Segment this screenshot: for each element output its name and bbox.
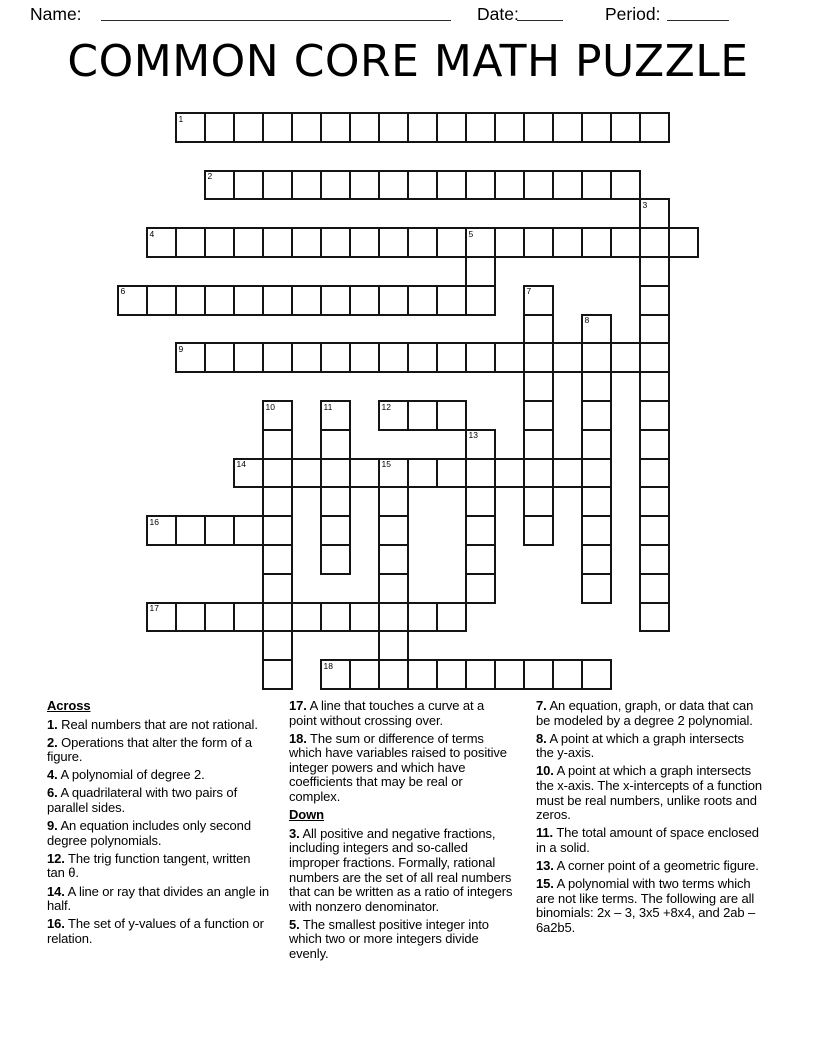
grid-cell[interactable] bbox=[378, 227, 409, 258]
grid-cell[interactable] bbox=[639, 285, 670, 316]
grid-cell[interactable] bbox=[581, 544, 612, 575]
grid-cell[interactable] bbox=[436, 170, 467, 201]
grid-cell[interactable] bbox=[407, 285, 438, 316]
cell-number: 11 bbox=[323, 401, 333, 412]
grid-cell[interactable] bbox=[204, 342, 235, 373]
clue: 5. The smallest positive integer into which two or more integers divide evenly. bbox=[289, 916, 489, 961]
grid-cell[interactable] bbox=[465, 515, 496, 546]
grid-cell[interactable] bbox=[378, 602, 409, 633]
grid-cell[interactable] bbox=[523, 227, 554, 258]
grid-cell[interactable] bbox=[262, 602, 293, 633]
grid-cell[interactable] bbox=[378, 285, 409, 316]
grid-cell[interactable] bbox=[378, 400, 409, 431]
grid-cell[interactable] bbox=[639, 515, 670, 546]
grid-cell[interactable] bbox=[494, 659, 525, 690]
clue-column-3 bbox=[536, 699, 763, 939]
cell-number: 6 bbox=[120, 286, 126, 297]
grid-cell[interactable] bbox=[320, 602, 351, 633]
grid-cell[interactable] bbox=[639, 602, 670, 633]
grid-cell[interactable] bbox=[262, 342, 293, 373]
grid-cell[interactable] bbox=[465, 659, 496, 690]
grid-cell[interactable] bbox=[320, 285, 351, 316]
grid-cell[interactable] bbox=[523, 112, 554, 143]
grid-cell[interactable] bbox=[436, 227, 467, 258]
clue-number: 7. bbox=[536, 698, 547, 713]
grid-cell[interactable] bbox=[552, 170, 583, 201]
clue: 2. Operations that alter the form of a figure. bbox=[47, 734, 253, 765]
grid-cell[interactable] bbox=[581, 429, 612, 460]
grid-cell[interactable] bbox=[465, 342, 496, 373]
clue: 16. The set of y-values of a function or relation. bbox=[47, 916, 264, 946]
grid-cell[interactable] bbox=[204, 227, 235, 258]
grid-cell[interactable] bbox=[146, 227, 177, 258]
cell-number: 14 bbox=[236, 459, 246, 470]
grid-cell[interactable] bbox=[233, 112, 264, 143]
grid-cell[interactable] bbox=[523, 429, 554, 460]
grid-cell[interactable] bbox=[581, 314, 612, 345]
grid-cell[interactable] bbox=[233, 342, 264, 373]
grid-cell[interactable] bbox=[233, 227, 264, 258]
grid-cell[interactable] bbox=[175, 342, 206, 373]
clue: 8. A point at which a graph intersects the y-axis. bbox=[536, 730, 744, 761]
grid-cell[interactable] bbox=[523, 400, 554, 431]
clue-number: 17. bbox=[289, 698, 307, 713]
grid-cell[interactable] bbox=[320, 429, 351, 460]
grid-cell[interactable] bbox=[581, 659, 612, 690]
grid-cell[interactable] bbox=[262, 429, 293, 460]
grid-cell[interactable] bbox=[407, 400, 438, 431]
grid-cell[interactable] bbox=[581, 400, 612, 431]
clue: 6. A quadrilateral with two pairs of parallel sides. bbox=[47, 785, 238, 816]
grid-cell[interactable] bbox=[349, 659, 380, 690]
grid-cell[interactable] bbox=[436, 285, 467, 316]
grid-cell[interactable] bbox=[523, 285, 554, 316]
grid-cell[interactable] bbox=[146, 515, 177, 546]
grid-cell[interactable] bbox=[378, 342, 409, 373]
grid-cell[interactable] bbox=[465, 544, 496, 575]
clue-number: 3. bbox=[289, 825, 300, 841]
grid-cell[interactable] bbox=[639, 112, 670, 143]
grid-cell[interactable] bbox=[349, 170, 380, 201]
clue: 17. A line that touches a curve at a point without crossing over. bbox=[289, 698, 485, 728]
grid-cell[interactable] bbox=[494, 112, 525, 143]
grid-cell[interactable] bbox=[639, 198, 670, 229]
page-title: COMMON CORE MATH PUZZLE bbox=[67, 36, 749, 87]
grid-cell[interactable] bbox=[378, 630, 409, 661]
clue-number: 2. bbox=[47, 734, 58, 750]
cell-number: 9 bbox=[178, 343, 184, 354]
cell-number: 17 bbox=[149, 603, 159, 614]
grid-cell[interactable] bbox=[146, 602, 177, 633]
clue: 1. Real numbers that are not rational. bbox=[47, 716, 258, 732]
grid-cell[interactable] bbox=[320, 458, 351, 489]
grid-cell[interactable] bbox=[204, 170, 235, 201]
grid-cell[interactable] bbox=[639, 227, 670, 258]
grid-cell[interactable] bbox=[233, 602, 264, 633]
grid-cell[interactable] bbox=[465, 429, 496, 460]
grid-cell[interactable] bbox=[552, 659, 583, 690]
cell-number: 13 bbox=[468, 430, 478, 441]
grid-cell[interactable] bbox=[291, 170, 322, 201]
grid-cell[interactable] bbox=[262, 285, 293, 316]
clue-column-1 bbox=[47, 699, 271, 950]
grid-cell[interactable] bbox=[204, 285, 235, 316]
grid-cell[interactable] bbox=[552, 458, 583, 489]
grid-cell[interactable] bbox=[378, 659, 409, 690]
grid-cell[interactable] bbox=[233, 515, 264, 546]
grid-cell[interactable] bbox=[581, 573, 612, 604]
cell-number: 12 bbox=[381, 401, 391, 412]
clue-number: 18. bbox=[289, 730, 307, 746]
cell-number: 18 bbox=[323, 660, 333, 671]
grid-cell[interactable] bbox=[523, 314, 554, 345]
grid-cell[interactable] bbox=[291, 112, 322, 143]
grid-cell[interactable] bbox=[552, 112, 583, 143]
grid-cell[interactable] bbox=[378, 486, 409, 517]
cell-number: 16 bbox=[149, 516, 159, 527]
clue-number: 15. bbox=[536, 876, 554, 892]
grid-cell[interactable] bbox=[639, 342, 670, 373]
grid-cell[interactable] bbox=[378, 112, 409, 143]
grid-cell[interactable] bbox=[639, 314, 670, 345]
grid-cell[interactable] bbox=[204, 515, 235, 546]
grid-cell[interactable] bbox=[436, 112, 467, 143]
grid-cell[interactable] bbox=[465, 458, 496, 489]
clue: 18. The sum or difference of terms which have variables raised to positive integer powers and which have coefficients that may be real or complex. bbox=[289, 730, 507, 805]
clues-section-header: Down bbox=[289, 807, 324, 823]
grid-cell[interactable] bbox=[639, 544, 670, 575]
cell-number: 8 bbox=[584, 315, 590, 326]
name-label: Name: bbox=[30, 4, 82, 24]
grid-cell[interactable] bbox=[523, 486, 554, 517]
grid-cell[interactable] bbox=[291, 602, 322, 633]
cell-number: 3 bbox=[642, 199, 648, 210]
grid-cell[interactable] bbox=[465, 170, 496, 201]
clue-number: 12. bbox=[47, 850, 65, 866]
grid-cell[interactable] bbox=[175, 602, 206, 633]
grid-cell[interactable] bbox=[320, 486, 351, 517]
grid-cell[interactable] bbox=[204, 602, 235, 633]
clue-number: 13. bbox=[536, 857, 554, 873]
grid-cell[interactable] bbox=[523, 371, 554, 402]
clue: 7. An equation, graph, or data that can be modeled by a degree 2 polynomial. bbox=[536, 698, 754, 728]
clue-number: 14. bbox=[47, 883, 65, 899]
clue: 15. A polynomial with two terms which are not like terms. The following are all binomials: 2x – 3, 3x5 +8x4, and 2ab – 6a2b5. bbox=[536, 876, 756, 935]
grid-cell[interactable] bbox=[291, 285, 322, 316]
grid-cell[interactable] bbox=[610, 170, 641, 201]
grid-cell[interactable] bbox=[349, 602, 380, 633]
grid-cell[interactable] bbox=[668, 227, 699, 258]
clue: 13. A corner point of a geometric figure. bbox=[536, 857, 759, 873]
clue: 9. An equation includes only second degree polynomials. bbox=[47, 818, 251, 848]
grid-cell[interactable] bbox=[581, 458, 612, 489]
cell-number: 10 bbox=[265, 401, 275, 412]
grid-cell[interactable] bbox=[262, 227, 293, 258]
grid-cell[interactable] bbox=[262, 515, 293, 546]
grid-cell[interactable] bbox=[581, 170, 612, 201]
grid-cell[interactable] bbox=[436, 659, 467, 690]
cell-number: 7 bbox=[526, 286, 532, 297]
grid-cell[interactable] bbox=[494, 227, 525, 258]
grid-cell[interactable] bbox=[639, 256, 670, 287]
grid-cell[interactable] bbox=[320, 400, 351, 431]
grid-cell[interactable] bbox=[349, 458, 380, 489]
clue-column-2 bbox=[289, 699, 515, 965]
grid-cell[interactable] bbox=[291, 458, 322, 489]
clue: 10. A point at which a graph intersects the x-axis. The x-intercepts of a function must be real numbers, unlike roots and zeros. bbox=[536, 763, 763, 823]
grid-cell[interactable] bbox=[378, 515, 409, 546]
grid-cell[interactable] bbox=[262, 458, 293, 489]
grid-cell[interactable] bbox=[233, 458, 264, 489]
grid-cell[interactable] bbox=[407, 342, 438, 373]
grid-cell[interactable] bbox=[610, 112, 641, 143]
grid-cell[interactable] bbox=[378, 544, 409, 575]
grid-cell[interactable] bbox=[407, 602, 438, 633]
clue: 14. A line or ray that divides an angle in half. bbox=[47, 883, 270, 914]
clue: 12. The trig function tangent, written tan θ. bbox=[47, 850, 251, 881]
grid-cell[interactable] bbox=[146, 285, 177, 316]
grid-cell[interactable] bbox=[204, 112, 235, 143]
grid-cell[interactable] bbox=[465, 573, 496, 604]
grid-cell[interactable] bbox=[262, 400, 293, 431]
grid-cell[interactable] bbox=[175, 112, 206, 143]
grid-cell[interactable] bbox=[320, 659, 351, 690]
grid-cell[interactable] bbox=[523, 170, 554, 201]
grid-cell[interactable] bbox=[291, 227, 322, 258]
grid-cell[interactable] bbox=[523, 458, 554, 489]
clue-number: 6. bbox=[47, 785, 58, 801]
grid-cell[interactable] bbox=[378, 458, 409, 489]
cell-number: 1 bbox=[178, 113, 184, 124]
grid-cell[interactable] bbox=[465, 112, 496, 143]
grid-cell[interactable] bbox=[233, 170, 264, 201]
grid-cell[interactable] bbox=[523, 659, 554, 690]
grid-cell[interactable] bbox=[465, 227, 496, 258]
grid-cell[interactable] bbox=[407, 170, 438, 201]
grid-cell[interactable] bbox=[320, 170, 351, 201]
grid-cell[interactable] bbox=[639, 458, 670, 489]
grid-cell[interactable] bbox=[639, 486, 670, 517]
grid-cell[interactable] bbox=[494, 342, 525, 373]
grid-cell[interactable] bbox=[552, 227, 583, 258]
grid-cell[interactable] bbox=[407, 659, 438, 690]
grid-cell[interactable] bbox=[523, 515, 554, 546]
grid-cell[interactable] bbox=[436, 342, 467, 373]
clue-number: 8. bbox=[536, 730, 547, 746]
grid-cell[interactable] bbox=[175, 285, 206, 316]
grid-cell[interactable] bbox=[117, 285, 148, 316]
clue-number: 9. bbox=[47, 818, 58, 834]
clues-section-header: Across bbox=[47, 698, 91, 713]
clue-number: 1. bbox=[47, 716, 58, 732]
grid-cell[interactable] bbox=[233, 285, 264, 316]
grid-cell[interactable] bbox=[523, 342, 554, 373]
grid-cell[interactable] bbox=[175, 515, 206, 546]
clue-number: 4. bbox=[47, 767, 58, 783]
grid-cell[interactable] bbox=[407, 458, 438, 489]
cell-number: 15 bbox=[381, 459, 391, 470]
grid-cell[interactable] bbox=[349, 342, 380, 373]
grid-cell[interactable] bbox=[581, 342, 612, 373]
period-label: Period: bbox=[605, 4, 661, 24]
grid-cell[interactable] bbox=[378, 170, 409, 201]
grid-cell[interactable] bbox=[378, 573, 409, 604]
grid-cell[interactable] bbox=[552, 342, 583, 373]
grid-cell[interactable] bbox=[494, 458, 525, 489]
grid-cell[interactable] bbox=[436, 602, 467, 633]
grid-cell[interactable] bbox=[320, 112, 351, 143]
grid-cell[interactable] bbox=[610, 227, 641, 258]
clue: 11. The total amount of space enclosed in a solid. bbox=[536, 825, 759, 855]
grid-cell[interactable] bbox=[465, 256, 496, 287]
grid-cell[interactable] bbox=[320, 342, 351, 373]
grid-cell[interactable] bbox=[407, 112, 438, 143]
grid-cell[interactable] bbox=[639, 429, 670, 460]
grid-cell[interactable] bbox=[262, 630, 293, 661]
grid-cell[interactable] bbox=[262, 486, 293, 517]
grid-cell[interactable] bbox=[494, 170, 525, 201]
grid-cell[interactable] bbox=[262, 544, 293, 575]
date-label: Date: bbox=[477, 4, 519, 24]
grid-cell[interactable] bbox=[349, 285, 380, 316]
cell-number: 5 bbox=[468, 228, 474, 239]
clue-number: 5. bbox=[289, 916, 300, 932]
grid-cell[interactable] bbox=[436, 400, 467, 431]
grid-cell[interactable] bbox=[320, 544, 351, 575]
grid-cell[interactable] bbox=[610, 342, 641, 373]
grid-cell[interactable] bbox=[465, 285, 496, 316]
grid-cell[interactable] bbox=[291, 342, 322, 373]
grid-cell[interactable] bbox=[581, 371, 612, 402]
grid-cell[interactable] bbox=[581, 486, 612, 517]
cell-number: 4 bbox=[149, 228, 155, 239]
grid-cell[interactable] bbox=[639, 371, 670, 402]
grid-cell[interactable] bbox=[262, 659, 293, 690]
grid-cell[interactable] bbox=[349, 112, 380, 143]
clue-number: 10. bbox=[536, 763, 554, 779]
grid-cell[interactable] bbox=[175, 227, 206, 258]
grid-cell[interactable] bbox=[639, 573, 670, 604]
grid-cell[interactable] bbox=[407, 227, 438, 258]
grid-cell[interactable] bbox=[581, 112, 612, 143]
clue-number: 11. bbox=[536, 825, 554, 841]
clue-number: 16. bbox=[47, 916, 65, 932]
grid-cell[interactable] bbox=[262, 573, 293, 604]
grid-cell[interactable] bbox=[262, 170, 293, 201]
grid-cell[interactable] bbox=[349, 227, 380, 258]
grid-cell[interactable] bbox=[581, 227, 612, 258]
grid-cell[interactable] bbox=[639, 400, 670, 431]
grid-cell[interactable] bbox=[320, 227, 351, 258]
clue: 4. A polynomial of degree 2. bbox=[47, 767, 205, 783]
grid-cell[interactable] bbox=[262, 112, 293, 143]
grid-cell[interactable] bbox=[465, 486, 496, 517]
clue: 3. All positive and negative fractions, including integers and so-called improper fractions. Formally, rational numbers are the set of all real numbers that can be written as a ratio of integers with nonzero denominator. bbox=[289, 825, 513, 914]
grid-cell[interactable] bbox=[320, 515, 351, 546]
grid-cell[interactable] bbox=[581, 515, 612, 546]
cell-number: 2 bbox=[207, 171, 213, 182]
grid-cell[interactable] bbox=[436, 458, 467, 489]
